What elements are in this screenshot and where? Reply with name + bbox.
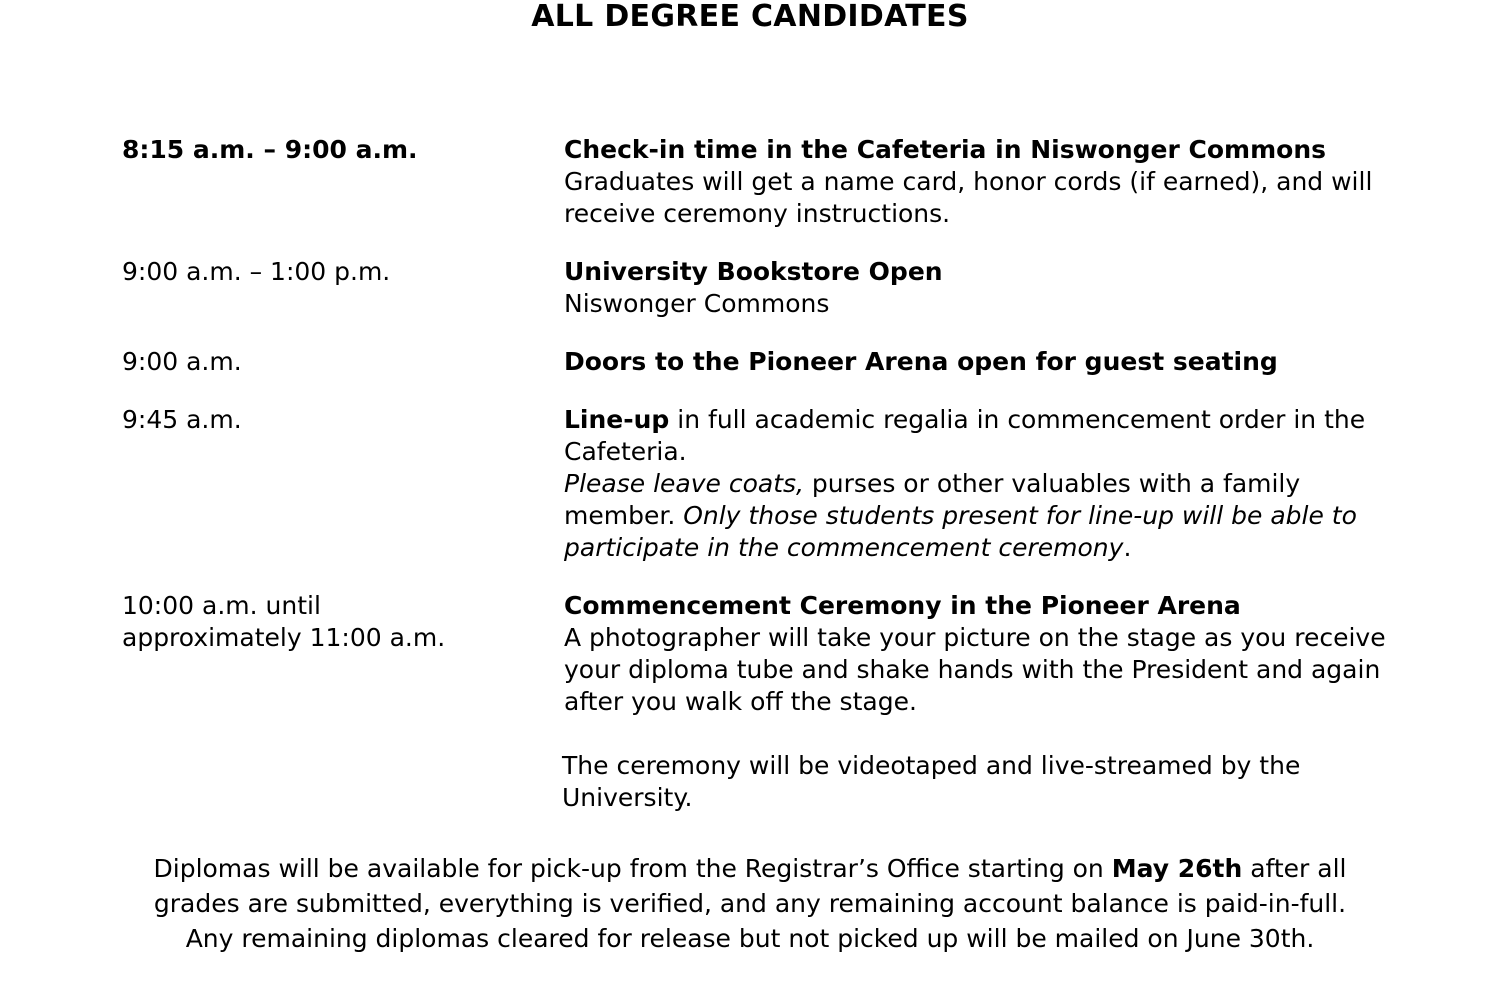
diploma-pickup-footer xyxy=(0,851,1500,956)
schedule-description-bookstore xyxy=(564,256,1405,320)
schedule-time-lineup: 9:45 a.m. xyxy=(122,405,242,434)
schedule-heading-ceremony: Commencement Ceremony in the Pioneer Arena xyxy=(564,591,1241,620)
schedule-heading-bookstore: University Bookstore Open xyxy=(564,257,943,286)
page-title: ALL DEGREE CANDIDATES xyxy=(531,0,969,34)
schedule-time-bookstore: 9:00 a.m. – 1:00 p.m. xyxy=(122,257,391,286)
schedule-description-checkin xyxy=(564,134,1405,230)
schedule-description-ceremony xyxy=(564,590,1405,718)
schedule-list xyxy=(0,134,1500,814)
schedule-heading-lineup: Line-up xyxy=(564,405,670,434)
schedule-time-checkin: 8:15 a.m. – 9:00 a.m. xyxy=(122,135,418,164)
footer-line-2: Any remaining diplomas cleared for release but not picked up will be mailed on June 30th. xyxy=(185,924,1315,953)
schedule-time-ceremony-line2: approximately 11:00 a.m. xyxy=(122,623,446,652)
schedule-body-lineup-italic-1: Please leave coats, xyxy=(564,469,804,498)
schedule-row-lineup xyxy=(122,404,1405,564)
schedule-time-ceremony xyxy=(122,590,564,654)
schedule-row-bookstore xyxy=(122,256,1405,320)
schedule-row-ceremony xyxy=(122,590,1405,718)
schedule-heading-checkin: Check-in time in the Cafeteria in Niswonger Commons xyxy=(564,135,1326,164)
ceremony-note-row xyxy=(122,750,1405,814)
schedule-time-ceremony-line1: 10:00 a.m. until xyxy=(122,591,321,620)
ceremony-note: The ceremony will be videotaped and live-streamed by the University. xyxy=(562,751,1301,812)
schedule-body-lineup-3: . xyxy=(1123,533,1132,562)
schedule-description-lineup xyxy=(564,404,1405,564)
footer-line-1a: Diplomas will be available for pick-up from the Registrar’s Office starting on xyxy=(153,854,1112,883)
schedule-body-bookstore: Niswonger Commons xyxy=(564,289,830,318)
schedule-row-doors xyxy=(122,346,1405,378)
schedule-time-doors: 9:00 a.m. xyxy=(122,347,242,376)
schedule-heading-doors: Doors to the Pioneer Arena open for guest seating xyxy=(564,347,1278,376)
schedule-body-lineup-1: in full academic regalia in commencement order in the Cafeteria. xyxy=(564,405,1366,466)
schedule-row-checkin xyxy=(122,134,1405,230)
schedule-body-lineup-italic-2: Only those students present for line-up will be able to participate in the commencement ceremony xyxy=(564,501,1357,562)
footer-line-1b: after all grades are submitted, everything is verified, and any remaining account balance is paid-in-full. xyxy=(153,854,1347,918)
schedule-body-ceremony: A photographer will take your picture on the stage as you receive your diploma tube and shake hands with the President and again after you walk off the stage. xyxy=(564,623,1386,716)
schedule-description-doors xyxy=(564,346,1405,378)
footer-date-bold: May 26th xyxy=(1111,854,1243,883)
schedule-body-checkin: Graduates will get a name card, honor cords (if earned), and will receive ceremony instructions. xyxy=(564,167,1373,228)
schedule-body-lineup-2: purses or other valuables with a family member. xyxy=(564,469,1301,530)
